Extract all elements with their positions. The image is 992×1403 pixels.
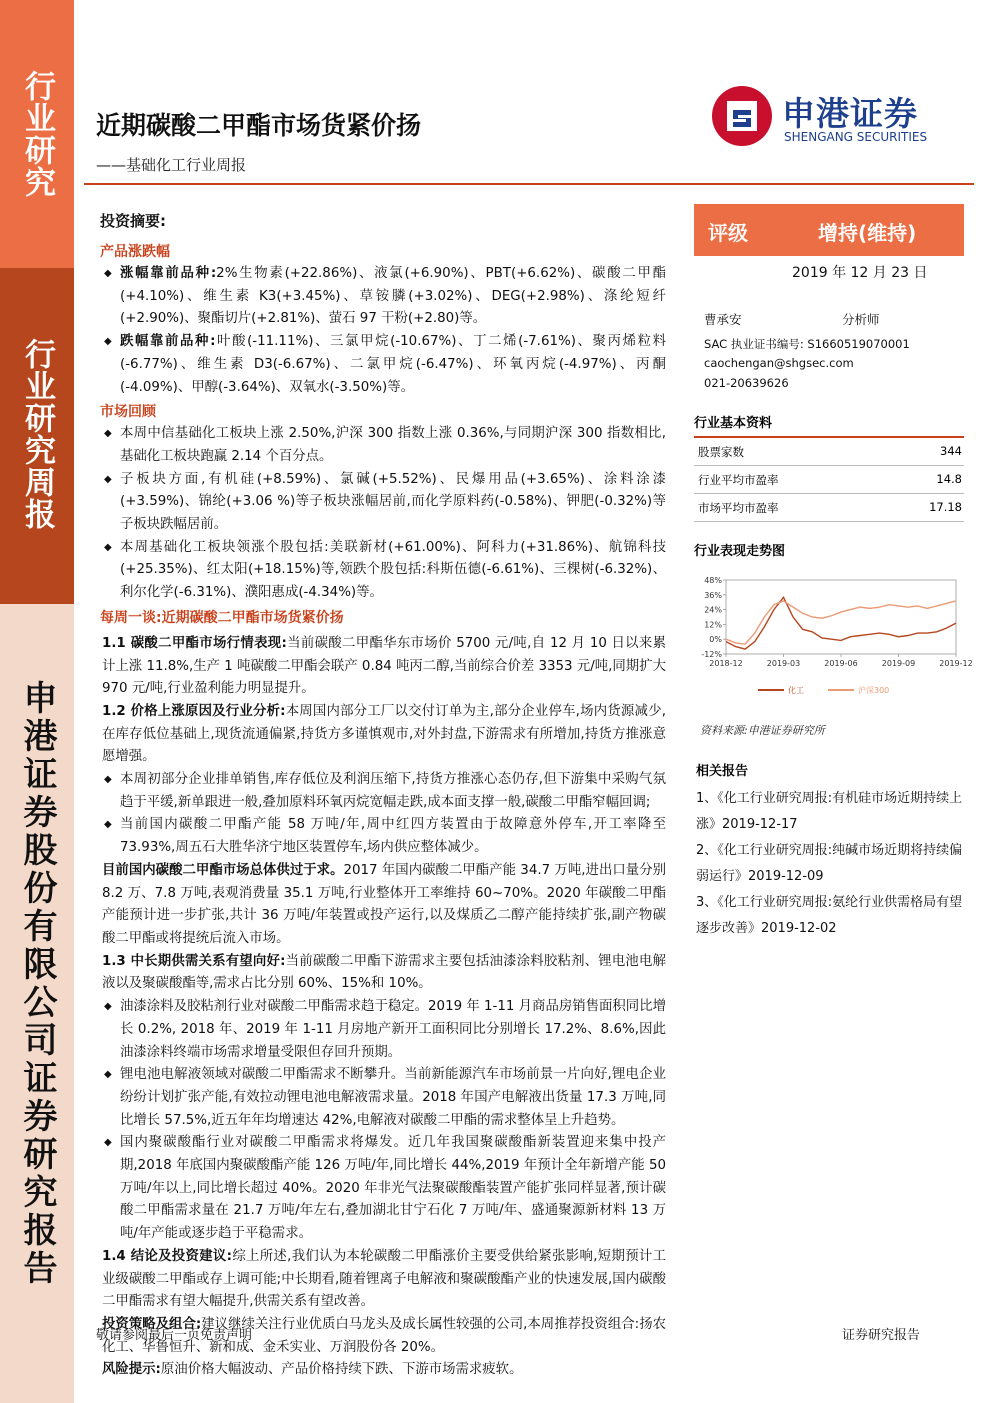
para-label: 1.4 结论及投资建议: xyxy=(102,1248,232,1264)
row-value: 344 xyxy=(940,444,962,458)
header-rule xyxy=(84,183,974,185)
related-report-link[interactable]: 1、《化工行业研究周报:有机硅市场近期持续上涨》2019-12-17 xyxy=(696,791,963,832)
report-date: 2019 年 12 月 23 日 xyxy=(792,265,928,281)
brand-logo xyxy=(712,86,962,156)
para-text: 本周国内部分工厂以交付订单为主,部分企业停车,场内货源减少,在库存低位基础上,现货流通偏紧,持货方多谨慎观市,对外封盘,下游需求有所增加,持货方推涨意愿增强。 xyxy=(102,703,666,765)
chart-svg xyxy=(694,566,973,716)
bullet-label: 跌幅靠前品种: xyxy=(120,334,216,350)
page-subtitle: ——基础化工行业周报 xyxy=(96,156,247,174)
series-line xyxy=(726,601,956,644)
price-change-list xyxy=(96,263,666,399)
legend-label: 沪深300 xyxy=(858,686,890,695)
list-item: ◆ 本周中信基础化工板块上涨 2.50%,沪深 300 指数上涨 0.36%,与同期沪深 300 指数相比,基础化工板块跑赢 2.14 个百分点。 xyxy=(96,423,666,468)
related-report-link[interactable]: 3、《化工行业研究周报:氨纶行业供需格局有望逐步改善》2019-12-02 xyxy=(696,895,963,936)
paragraph-supply xyxy=(96,860,666,951)
x-tick-label: 2018-12 xyxy=(709,659,743,668)
row-key: 市场平均市盈率 xyxy=(698,501,779,515)
list-item: ◆ 当前国内碳酸二甲酯产能 58 万吨/年,周中红四方装置由于故障意外停车,开工率降至 73.93%,周五石大胜华济宁地区装置停车,场内供应整体减少。 xyxy=(96,814,666,859)
analyst-email[interactable]: caochengan@shgsec.com xyxy=(704,356,854,370)
row-value: 14.8 xyxy=(936,472,962,486)
para-text: 综上所述,我们认为本轮碳酸二甲酯涨价主要受供给紧张影响,短期预计工业级碳酸二甲酯或存上调可能;中长期看,随着锂离子电解液和聚碳酸酯产业的快速发展,国内碳酸二甲酯需求有望大幅提升,供需关系有望改善。 xyxy=(102,1248,666,1310)
industry-info-heading xyxy=(694,412,964,438)
para-label: 目前国内碳酸二甲酯市场总体供过于求。 xyxy=(102,862,344,878)
related-reports-heading: 相关报告 xyxy=(696,764,749,779)
row-key: 股票家数 xyxy=(698,445,744,459)
x-tick-label: 2019-03 xyxy=(766,659,801,668)
analyst-cert: SAC 执业证书编号: S1660519070001 xyxy=(704,337,910,351)
x-tick-label: 2019-09 xyxy=(881,659,916,668)
table-row xyxy=(694,466,964,494)
y-tick-label: 12% xyxy=(704,620,722,630)
x-tick-label: 2019-06 xyxy=(824,659,858,668)
analyst-name: 曹承安 xyxy=(704,312,742,327)
table-row xyxy=(694,438,964,466)
sidebar-label-top: 行业研究 xyxy=(19,70,55,198)
y-tick-label: 36% xyxy=(704,590,722,600)
legend-label: 化工 xyxy=(788,686,804,695)
rating-label: 评级 xyxy=(708,221,748,245)
para-text: 原油价格大幅波动、产品价格持续下跌、下游市场需求疲软。 xyxy=(160,1362,523,1378)
para-label: 1.2 价格上涨原因及行业分析: xyxy=(102,703,286,719)
y-tick-label: 48% xyxy=(704,576,722,585)
logo-english-name: SHENGANG SECURITIES xyxy=(784,130,928,144)
market-review-list xyxy=(96,423,666,605)
section-title-market-review: 市场回顾 xyxy=(100,404,156,421)
footer-label: 证券研究报告 xyxy=(842,1328,921,1343)
para-label: 投资策略及组合: xyxy=(102,1316,202,1332)
sidebar-label-bottom: 申港证券股份有限公司证券研究报告 xyxy=(17,680,57,1288)
bullet-label: 涨幅靠前品种: xyxy=(120,266,217,281)
summary-column xyxy=(96,204,666,1382)
industry-info-title: 行业基本资料 xyxy=(694,416,773,431)
list-item: ◆ 锂电池电解液领域对碳酸二甲酯需求不断攀升。当前新能源汽车市场前景一片向好,锂电企业纷纷计划扩张产能,有效拉动锂电池电解液需求量。2018 年国产电解液出货量 17.3 万吨,同比增长 57.5%,近五年年均增速达 42%,电解液对碳酸二甲酯的需求整体呈上升趋势。 xyxy=(96,1064,666,1132)
paragraph-1-1 xyxy=(96,633,666,701)
para-label: 风险提示: xyxy=(102,1362,161,1378)
footer-disclaimer: 敬请参阅最后一页免责声明 xyxy=(96,1328,253,1343)
row-value: 17.18 xyxy=(929,500,962,514)
table-row xyxy=(694,494,964,522)
para-label: 1.3 中长期供需关系有望向好: xyxy=(102,953,286,969)
y-tick-label: 0% xyxy=(709,635,722,645)
paragraph-1-2 xyxy=(96,701,666,769)
related-report-link[interactable]: 2、《化工行业研究周报:纯碱市场近期将持续偏弱运行》2019-12-09 xyxy=(696,843,963,884)
rating-box xyxy=(694,204,964,256)
list-item: ◆ 子板块方面,有机硅(+8.59%)、氯碱(+5.52%)、民爆用品(+3.65%)、涂料涂漆(+3.59%)、锦纶(+3.06 %)等子板块涨幅居前,而化学原料药(-0.58%)、钾肥(-0.32%)等子板块跌幅居前。 xyxy=(96,469,666,537)
rating-value: 增持(维持) xyxy=(818,221,917,245)
list-item: ◆ 本周初部分企业排单销售,库存低位及利润压缩下,持货方推涨心态仍存,但下游集中采购气氛趋于平缓,新单跟进一般,叠加原料环氧丙烷宽幅走跌,成本面支撑一般,碳酸二甲酯窄幅回调; xyxy=(96,769,666,814)
logo-mark-icon xyxy=(712,86,772,146)
bullet-text: 2%生物素(+22.86%)、液氯(+6.90%)、PBT(+6.62%)、碳酸二甲酯(+4.10%)、维生素 K3(+3.45%)、草铵膦(+3.02%)、DEG(+2.98%)、涤纶短纤(+2.90%)、聚酯切片(+2.81%)、萤石 97 干粉(+2.80)等。 xyxy=(120,266,666,327)
logo-name: 申港证券 xyxy=(782,94,918,133)
row-key: 行业平均市盈率 xyxy=(698,473,779,487)
summary-heading: 投资摘要: xyxy=(100,212,166,230)
chart-frame xyxy=(726,580,956,654)
section-title-price-change: 产品涨跌幅 xyxy=(100,244,170,260)
para-text: 建议继续关注行业优质白马龙头及成长属性较强的公司,本周推荐投资组合:扬农化工、华鲁恒升、新和成、金禾实业、万润股份各 20%。 xyxy=(102,1316,667,1355)
list-item: ◆ 国内聚碳酸酯行业对碳酸二甲酯需求将爆发。近几年我国聚碳酸酯新装置迎来集中投产期,2018 年底国内聚碳酸酯产能 126 万吨/年,同比增长 44%,2019 年预计全年新增产能 50 万吨/年以上,同比增长超过 40%。2020 年非光气法聚碳酸酯装置产能扩张同样显著,预计碳酸二甲酯需求量在 21.7 万吨/年左右,叠加湖北甘宁石化 7 万吨/年、盛通聚源新材料 13 万吨/年产能或逐步趋于平稳需求。 xyxy=(96,1132,666,1246)
para-text: 2017 年国内碳酸二甲酯产能 34.7 万吨,进出口量分别 8.2 万、7.8 万吨,表观消费量 35.1 万吨,行业整体开工率维持 60~70%。2020 年碳酸二甲酯产能预计进一步扩张,共计 36 万吨/年装置或投产运行,以及煤质乙二醇产能持续扩张,副产物碳酸二甲酯或将提统后流入市场。 xyxy=(102,862,666,946)
list-item xyxy=(96,331,666,399)
chart-title: 行业表现走势图 xyxy=(694,544,786,559)
analysis-list xyxy=(96,769,666,860)
bullet-text: 叶酸(-11.11%)、三氯甲烷(-10.67%)、丁二烯(-7.61%)、聚丙烯粒料(-6.77%)、维生素 D3(-6.67%)、二氯甲烷(-6.47%)、环氧丙烷(-4.97%)、丙酮(-4.09%)、甲醇(-3.64%)、双氧水(-3.50%)等。 xyxy=(120,334,667,395)
y-tick-label: -12% xyxy=(701,650,722,659)
paragraph-1-4 xyxy=(96,1246,666,1314)
analyst-role: 分析师 xyxy=(842,312,880,327)
paragraph-1-3 xyxy=(96,951,666,996)
list-item: ◆ 本周基础化工板块领涨个股包括:美联新材(+61.00%)、阿科力(+31.86%)、航锦科技(+25.35%)、红太阳(+18.15%)等,领跌个股包括:科斯伍德(-6.61%)、三棵树(-6.32%)、利尔化学(-6.31%)、濮阳惠成(-4.34%)等。 xyxy=(96,537,666,605)
para-text: 当前碳酸二甲酯华东市场价 5700 元/吨,自 12 月 10 日以来累计上涨 11.8%,生产 1 吨碳酸二甲酯会联产 0.84 吨丙二醇,当前综合价差 3353 元/吨,同期扩大 970 元/吨,行业盈利能力明显提升。 xyxy=(102,635,666,697)
section-title-weekly-talk: 每周一谈:近期碳酸二甲酯市场货紧价扬 xyxy=(100,609,344,626)
sidebar-label-mid: 行业研究周报 xyxy=(19,338,55,530)
demand-list xyxy=(96,996,666,1246)
page-title: 近期碳酸二甲酯市场货紧价扬 xyxy=(96,111,422,140)
analyst-phone: 021-20639626 xyxy=(704,376,789,390)
para-label: 1.1 碳酸二甲酯市场行情表现: xyxy=(102,635,287,651)
chart-source: 资料来源:申港证券研究所 xyxy=(700,724,825,737)
list-item xyxy=(96,263,666,331)
paragraph-risk xyxy=(96,1359,666,1382)
para-text: 当前碳酸二甲酯下游需求主要包括油漆涂料胶粘剂、锂电池电解液以及聚碳酸酯等,需求占比分别 60%、15%和 10%。 xyxy=(102,953,666,992)
performance-chart xyxy=(694,566,973,716)
list-item: ◆ 油漆涂料及胶粘剂行业对碳酸二甲酯需求趋于稳定。2019 年 1-11 月商品房销售面积同比增长 0.2%, 2018 年、2019 年 1-11 月房地产新开工面积同比分别增长 17.2%、8.6%,因此油漆涂料终端市场需求增量受限但存回升预期。 xyxy=(96,996,666,1064)
x-tick-label: 2019-12 xyxy=(939,659,973,668)
y-tick-label: 24% xyxy=(704,605,722,615)
